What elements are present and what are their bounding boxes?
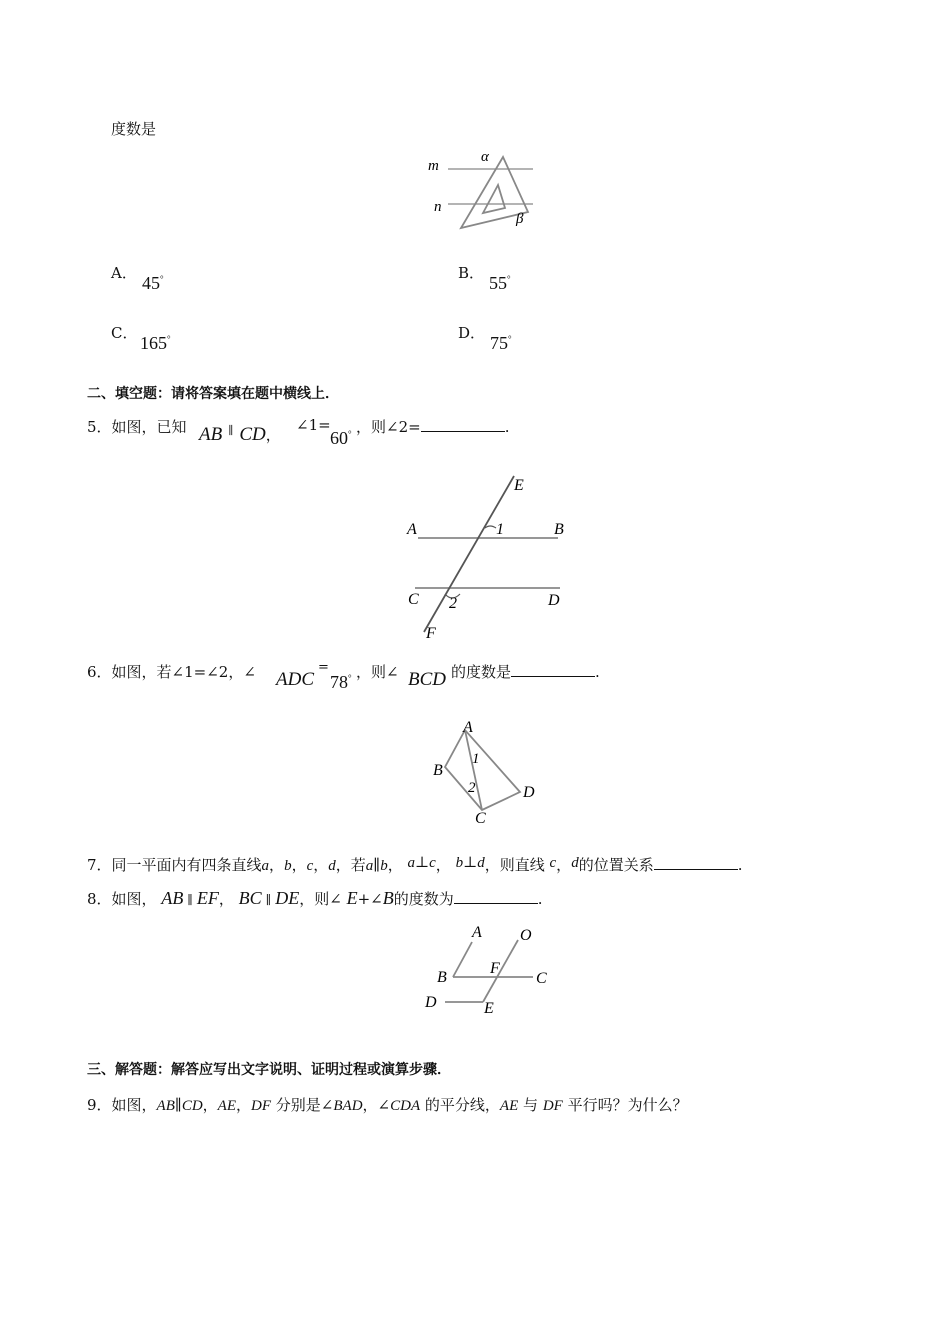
quadrilateral-abcd: [445, 730, 520, 810]
label-b: B: [437, 969, 447, 986]
line-oe: [483, 940, 518, 1002]
answer-blank-6[interactable]: [511, 662, 595, 677]
option-a: [111, 262, 137, 283]
option-c: [111, 322, 137, 343]
label-a: A: [472, 924, 482, 941]
angle-1-arc: [485, 526, 496, 528]
question-6-mid: ，则∠: [356, 663, 399, 681]
q5-figure: [400, 470, 580, 645]
question-5-angle1: ∠1=: [296, 416, 331, 434]
label-a: A: [407, 521, 417, 538]
triangle-ruler-inner: [483, 185, 505, 213]
label-o: O: [520, 927, 532, 944]
diagonal-ac: [465, 730, 482, 810]
option-b: [458, 262, 484, 283]
answer-blank-5[interactable]: [421, 417, 505, 432]
answer-blank-7[interactable]: [654, 855, 738, 870]
label-n: n: [434, 199, 442, 215]
question-6-eq: =: [318, 660, 329, 675]
label-d: D: [425, 994, 437, 1011]
option-b-letter: B．: [458, 264, 485, 282]
section-3-title: 三、解答题：解答应写出文字说明、证明过程或演算步骤．: [87, 1062, 451, 1078]
q6-figure: [425, 715, 550, 830]
option-c-value: 165°: [140, 333, 171, 353]
label-beta: β: [516, 211, 524, 227]
question-5-prefix: 5．如图，已知: [87, 418, 187, 436]
option-d-value: 75°: [490, 333, 512, 353]
label-angle-2: 2: [449, 595, 457, 612]
label-b: B: [554, 521, 564, 538]
option-c-letter: C．: [111, 324, 138, 342]
line-ef: [424, 476, 514, 632]
question-6-bcd: BCD: [408, 669, 446, 690]
label-a: A: [463, 719, 473, 736]
label-f: F: [490, 960, 500, 977]
question-6-adc: ADC: [276, 669, 314, 690]
label-d: D: [548, 592, 560, 609]
label-c: C: [536, 970, 547, 987]
option-a-value: 45°: [142, 273, 164, 293]
question-5-ab-cd: AB ∥ CD，: [199, 424, 281, 445]
question-5-value: 60°: [330, 428, 352, 448]
label-angle-1: 1: [496, 521, 504, 538]
question-6-value: 78°: [330, 672, 352, 692]
label-c: C: [475, 810, 486, 827]
q4-figure: [420, 145, 550, 235]
label-angle-1: 1: [472, 751, 480, 767]
label-c: C: [408, 591, 419, 608]
option-d-letter: D．: [458, 324, 486, 342]
question-9: 9．如图，AB∥CD，AE，DF 分别是∠BAD，∠CDA 的平分线，AE 与 DF 平行吗？为什么？: [87, 1096, 688, 1114]
q8-figure: [415, 920, 565, 1020]
option-d: [458, 322, 485, 343]
section-2-title: 二、填空题：请将答案填在题中横线上．: [87, 386, 339, 402]
label-e: E: [484, 1000, 494, 1017]
question-8: 8．如图， AB ∥ EF， BC ∥ DE，则∠ E+∠B的度数为 .: [87, 888, 543, 908]
answer-blank-8[interactable]: [454, 889, 538, 904]
label-m: m: [428, 158, 439, 174]
question-4-tail: 度数是: [111, 120, 157, 138]
option-a-letter: A．: [111, 264, 137, 282]
question-5-ask: ，则∠2= .: [356, 418, 510, 436]
label-b: B: [433, 762, 443, 779]
question-6-prefix: 6．如图，若∠1=∠2，∠: [87, 663, 256, 681]
label-e: E: [514, 477, 524, 494]
label-alpha: α: [481, 149, 489, 165]
label-f: F: [426, 625, 436, 642]
question-7: 7．同一平面内有四条直线a，b，c，d，若a∥b， a⊥c， b⊥d，则直线 c，d的位置关系 .: [87, 853, 743, 874]
label-angle-2: 2: [468, 780, 476, 796]
question-6-tail: 的度数是 .: [451, 663, 600, 681]
label-d: D: [523, 784, 535, 801]
option-b-value: 55°: [489, 273, 511, 293]
ray-ba: [453, 942, 472, 977]
